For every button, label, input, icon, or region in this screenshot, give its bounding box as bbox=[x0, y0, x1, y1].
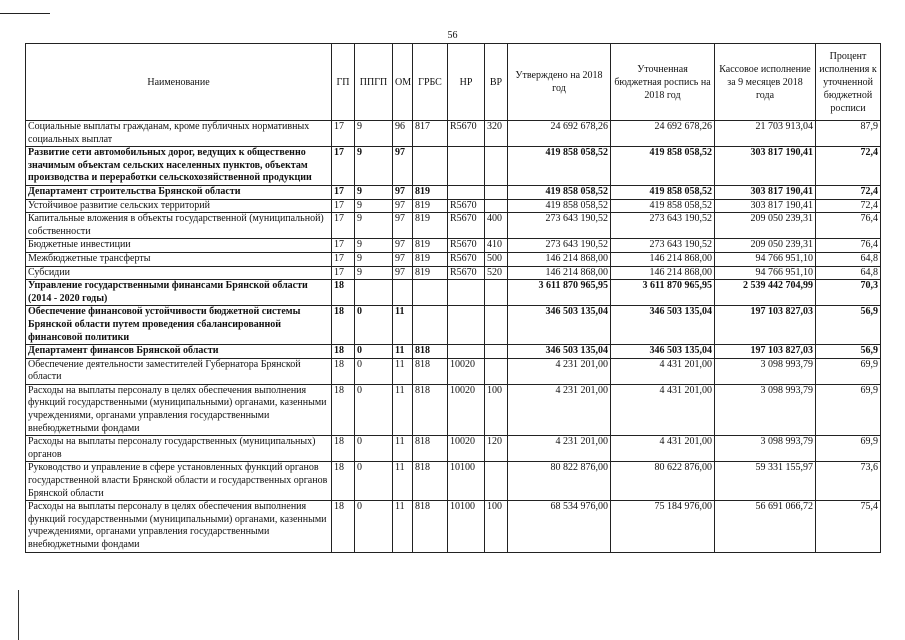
cell-grbs: 819 bbox=[413, 266, 448, 280]
cell-cash: 303 817 190,41 bbox=[715, 185, 816, 199]
cell-approved: 346 503 135,04 bbox=[508, 345, 611, 359]
cell-approved: 146 214 868,00 bbox=[508, 252, 611, 266]
cell-vr bbox=[485, 345, 508, 359]
cell-vr bbox=[485, 306, 508, 345]
cell-vr: 500 bbox=[485, 252, 508, 266]
cell-approved: 273 643 190,52 bbox=[508, 213, 611, 239]
cell-refined: 75 184 976,00 bbox=[611, 501, 715, 552]
cell-percent: 72,4 bbox=[816, 199, 881, 213]
cell-pgp: 0 bbox=[355, 306, 393, 345]
cell-gp: 17 bbox=[332, 239, 355, 253]
cell-pgp bbox=[355, 280, 393, 306]
cell-cash: 2 539 442 704,99 bbox=[715, 280, 816, 306]
table-row bbox=[26, 266, 881, 280]
table-row bbox=[26, 239, 881, 253]
cell-refined: 4 431 201,00 bbox=[611, 384, 715, 435]
cell-om: 11 bbox=[393, 306, 413, 345]
cell-name: Расходы на выплаты персоналу в целях обеспечения выполнения функций государственными (муниципальными) органами, казенными учреждениями, органами управления государственными внебюджетными фондами bbox=[26, 384, 332, 435]
cell-gp: 17 bbox=[332, 266, 355, 280]
cell-vr: 100 bbox=[485, 501, 508, 552]
cell-refined: 3 611 870 965,95 bbox=[611, 280, 715, 306]
cell-approved: 4 231 201,00 bbox=[508, 436, 611, 462]
cell-cash: 209 050 239,31 bbox=[715, 239, 816, 253]
cell-percent: 73,6 bbox=[816, 462, 881, 501]
table-row bbox=[26, 501, 881, 552]
cell-np: 10020 bbox=[448, 384, 485, 435]
cell-gp: 17 bbox=[332, 185, 355, 199]
cell-grbs: 818 bbox=[413, 345, 448, 359]
cell-np: R5670 bbox=[448, 266, 485, 280]
cell-refined: 273 643 190,52 bbox=[611, 239, 715, 253]
cell-np bbox=[448, 185, 485, 199]
cell-percent: 72,4 bbox=[816, 147, 881, 186]
cell-cash: 303 817 190,41 bbox=[715, 147, 816, 186]
cell-approved: 146 214 868,00 bbox=[508, 266, 611, 280]
cell-om: 97 bbox=[393, 147, 413, 186]
header-vr: ВР bbox=[485, 44, 508, 121]
cell-name: Расходы на выплаты персоналу государственных (муниципальных) органов bbox=[26, 436, 332, 462]
cell-gp: 18 bbox=[332, 345, 355, 359]
header-percent: Процент исполнения к уточненной бюджетной росписи bbox=[816, 44, 881, 121]
cell-om: 11 bbox=[393, 345, 413, 359]
cell-grbs bbox=[413, 280, 448, 306]
cell-approved: 4 231 201,00 bbox=[508, 358, 611, 384]
cell-om: 11 bbox=[393, 384, 413, 435]
cell-om: 97 bbox=[393, 213, 413, 239]
header-row bbox=[26, 44, 881, 121]
cell-grbs: 819 bbox=[413, 199, 448, 213]
cell-np bbox=[448, 147, 485, 186]
cell-approved: 273 643 190,52 bbox=[508, 239, 611, 253]
cell-gp: 17 bbox=[332, 213, 355, 239]
cell-refined: 273 643 190,52 bbox=[611, 213, 715, 239]
cell-gp: 17 bbox=[332, 252, 355, 266]
cell-refined: 419 858 058,52 bbox=[611, 185, 715, 199]
cell-gp: 18 bbox=[332, 501, 355, 552]
cell-vr: 320 bbox=[485, 121, 508, 147]
cell-name: Обеспечение финансовой устойчивости бюджетной системы Брянской области путем проведения сбалансированной финансовой политики bbox=[26, 306, 332, 345]
table-body bbox=[26, 121, 881, 553]
cell-approved: 3 611 870 965,95 bbox=[508, 280, 611, 306]
table-row bbox=[26, 436, 881, 462]
table-row bbox=[26, 199, 881, 213]
cell-vr: 410 bbox=[485, 239, 508, 253]
cell-vr: 520 bbox=[485, 266, 508, 280]
cell-name: Бюджетные инвестиции bbox=[26, 239, 332, 253]
cell-cash: 21 703 913,04 bbox=[715, 121, 816, 147]
cell-np bbox=[448, 306, 485, 345]
cell-name: Развитие сети автомобильных дорог, ведущих к общественно значимым объектам сельских населенных пунктов, объектам производства и переработки сельскохозяйственной продукции bbox=[26, 147, 332, 186]
cell-grbs: 818 bbox=[413, 384, 448, 435]
cell-cash: 59 331 155,97 bbox=[715, 462, 816, 501]
cell-om: 97 bbox=[393, 185, 413, 199]
cell-name: Устойчивое развитие сельских территорий bbox=[26, 199, 332, 213]
cell-refined: 146 214 868,00 bbox=[611, 266, 715, 280]
cell-refined: 146 214 868,00 bbox=[611, 252, 715, 266]
cell-refined: 346 503 135,04 bbox=[611, 345, 715, 359]
cell-cash: 3 098 993,79 bbox=[715, 436, 816, 462]
header-refined: Уточненная бюджетная роспись на 2018 год bbox=[611, 44, 715, 121]
cell-percent: 69,9 bbox=[816, 436, 881, 462]
cell-refined: 24 692 678,26 bbox=[611, 121, 715, 147]
cell-np: R5670 bbox=[448, 252, 485, 266]
table-row bbox=[26, 121, 881, 147]
cell-gp: 18 bbox=[332, 358, 355, 384]
cell-percent: 56,9 bbox=[816, 345, 881, 359]
cell-refined: 80 622 876,00 bbox=[611, 462, 715, 501]
cell-grbs: 818 bbox=[413, 501, 448, 552]
cell-percent: 72,4 bbox=[816, 185, 881, 199]
cell-gp: 17 bbox=[332, 199, 355, 213]
cell-name: Управление государственными финансами Брянской области (2014 - 2020 годы) bbox=[26, 280, 332, 306]
page-number: 56 bbox=[447, 30, 458, 41]
cell-pgp: 9 bbox=[355, 185, 393, 199]
cell-grbs: 817 bbox=[413, 121, 448, 147]
cell-approved: 68 534 976,00 bbox=[508, 501, 611, 552]
cell-pgp: 9 bbox=[355, 147, 393, 186]
cell-gp: 17 bbox=[332, 147, 355, 186]
cell-percent: 64,8 bbox=[816, 252, 881, 266]
cell-percent: 64,8 bbox=[816, 266, 881, 280]
cell-grbs bbox=[413, 147, 448, 186]
cell-np: 10020 bbox=[448, 436, 485, 462]
cell-percent: 69,9 bbox=[816, 358, 881, 384]
table-row bbox=[26, 358, 881, 384]
table-row bbox=[26, 306, 881, 345]
cell-np: 10100 bbox=[448, 501, 485, 552]
cell-name: Капитальные вложения в объекты государственной (муниципальной) собственности bbox=[26, 213, 332, 239]
cell-pgp: 0 bbox=[355, 462, 393, 501]
scan-edge-line bbox=[18, 590, 20, 640]
cell-approved: 80 822 876,00 bbox=[508, 462, 611, 501]
cell-pgp: 9 bbox=[355, 199, 393, 213]
cell-gp: 18 bbox=[332, 436, 355, 462]
cell-gp: 18 bbox=[332, 384, 355, 435]
table-row bbox=[26, 384, 881, 435]
table-row bbox=[26, 213, 881, 239]
cell-om: 11 bbox=[393, 358, 413, 384]
cell-np: R5670 bbox=[448, 121, 485, 147]
cell-vr bbox=[485, 358, 508, 384]
header-grbs: ГРБС bbox=[413, 44, 448, 121]
cell-om: 96 bbox=[393, 121, 413, 147]
cell-cash: 303 817 190,41 bbox=[715, 199, 816, 213]
cell-grbs: 818 bbox=[413, 462, 448, 501]
cell-om bbox=[393, 280, 413, 306]
cell-percent: 76,4 bbox=[816, 239, 881, 253]
cell-pgp: 0 bbox=[355, 501, 393, 552]
cell-cash: 209 050 239,31 bbox=[715, 213, 816, 239]
cell-om: 97 bbox=[393, 266, 413, 280]
cell-gp: 18 bbox=[332, 280, 355, 306]
cell-np: R5670 bbox=[448, 199, 485, 213]
cell-percent: 70,3 bbox=[816, 280, 881, 306]
cell-percent: 69,9 bbox=[816, 384, 881, 435]
cell-percent: 56,9 bbox=[816, 306, 881, 345]
budget-table bbox=[25, 43, 881, 553]
cell-cash: 3 098 993,79 bbox=[715, 358, 816, 384]
table-row bbox=[26, 345, 881, 359]
cell-name: Межбюджетные трансферты bbox=[26, 252, 332, 266]
header-approved: Утверждено на 2018 год bbox=[508, 44, 611, 121]
cell-grbs bbox=[413, 306, 448, 345]
cell-np: R5670 bbox=[448, 239, 485, 253]
cell-pgp: 0 bbox=[355, 384, 393, 435]
header-om: ОМ bbox=[393, 44, 413, 121]
cell-vr bbox=[485, 199, 508, 213]
cell-refined: 4 431 201,00 bbox=[611, 436, 715, 462]
cell-np bbox=[448, 345, 485, 359]
cell-approved: 346 503 135,04 bbox=[508, 306, 611, 345]
table-row bbox=[26, 185, 881, 199]
cell-gp: 18 bbox=[332, 462, 355, 501]
cell-om: 11 bbox=[393, 436, 413, 462]
cell-cash: 197 103 827,03 bbox=[715, 306, 816, 345]
cell-grbs: 818 bbox=[413, 358, 448, 384]
cell-pgp: 9 bbox=[355, 252, 393, 266]
cell-percent: 76,4 bbox=[816, 213, 881, 239]
cell-om: 97 bbox=[393, 199, 413, 213]
cell-pgp: 9 bbox=[355, 213, 393, 239]
cell-vr bbox=[485, 462, 508, 501]
header-gp: ГП bbox=[332, 44, 355, 121]
cell-grbs: 819 bbox=[413, 239, 448, 253]
cell-name: Социальные выплаты гражданам, кроме публичных нормативных социальных выплат bbox=[26, 121, 332, 147]
header-np: НР bbox=[448, 44, 485, 121]
cell-approved: 419 858 058,52 bbox=[508, 199, 611, 213]
cell-vr bbox=[485, 147, 508, 186]
cell-pgp: 0 bbox=[355, 436, 393, 462]
table-row bbox=[26, 462, 881, 501]
cell-np: R5670 bbox=[448, 213, 485, 239]
cell-vr: 100 bbox=[485, 384, 508, 435]
cell-pgp: 9 bbox=[355, 266, 393, 280]
cell-percent: 75,4 bbox=[816, 501, 881, 552]
cell-cash: 197 103 827,03 bbox=[715, 345, 816, 359]
cell-om: 11 bbox=[393, 501, 413, 552]
cell-refined: 346 503 135,04 bbox=[611, 306, 715, 345]
cell-pgp: 9 bbox=[355, 121, 393, 147]
cell-vr: 120 bbox=[485, 436, 508, 462]
cell-np bbox=[448, 280, 485, 306]
table-row bbox=[26, 147, 881, 186]
cell-om: 11 bbox=[393, 462, 413, 501]
cell-name: Департамент строительства Брянской области bbox=[26, 185, 332, 199]
header-name: Наименование bbox=[26, 44, 332, 121]
cell-approved: 4 231 201,00 bbox=[508, 384, 611, 435]
cell-gp: 17 bbox=[332, 121, 355, 147]
cell-percent: 87,9 bbox=[816, 121, 881, 147]
cell-name: Субсидии bbox=[26, 266, 332, 280]
cell-name: Расходы на выплаты персоналу в целях обеспечения выполнения функций государственными (муниципальными) органами, казенными учреждениями, органами управления государственными внебюджетными фондами bbox=[26, 501, 332, 552]
cell-gp: 18 bbox=[332, 306, 355, 345]
cell-pgp: 0 bbox=[355, 358, 393, 384]
cell-np: 10020 bbox=[448, 358, 485, 384]
cell-grbs: 819 bbox=[413, 213, 448, 239]
cell-cash: 56 691 066,72 bbox=[715, 501, 816, 552]
cell-vr bbox=[485, 280, 508, 306]
cell-pgp: 0 bbox=[355, 345, 393, 359]
cell-grbs: 818 bbox=[413, 436, 448, 462]
cell-vr bbox=[485, 185, 508, 199]
cell-grbs: 819 bbox=[413, 252, 448, 266]
cell-np: 10100 bbox=[448, 462, 485, 501]
table-row bbox=[26, 252, 881, 266]
cell-name: Обеспечение деятельности заместителей Губернатора Брянской области bbox=[26, 358, 332, 384]
cell-grbs: 819 bbox=[413, 185, 448, 199]
cell-vr: 400 bbox=[485, 213, 508, 239]
cell-refined: 419 858 058,52 bbox=[611, 147, 715, 186]
top-rule bbox=[0, 13, 50, 14]
cell-cash: 94 766 951,10 bbox=[715, 266, 816, 280]
cell-om: 97 bbox=[393, 239, 413, 253]
cell-refined: 4 431 201,00 bbox=[611, 358, 715, 384]
header-cash: Кассовое исполнение за 9 месяцев 2018 года bbox=[715, 44, 816, 121]
cell-pgp: 9 bbox=[355, 239, 393, 253]
cell-approved: 419 858 058,52 bbox=[508, 147, 611, 186]
cell-cash: 94 766 951,10 bbox=[715, 252, 816, 266]
cell-name: Департамент финансов Брянской области bbox=[26, 345, 332, 359]
cell-approved: 24 692 678,26 bbox=[508, 121, 611, 147]
cell-cash: 3 098 993,79 bbox=[715, 384, 816, 435]
cell-refined: 419 858 058,52 bbox=[611, 199, 715, 213]
table-row bbox=[26, 280, 881, 306]
cell-name: Руководство и управление в сфере установленных функций органов государственной власти Брянской области и государственных органов Брянской области bbox=[26, 462, 332, 501]
header-pgp: ППГП bbox=[355, 44, 393, 121]
cell-om: 97 bbox=[393, 252, 413, 266]
cell-approved: 419 858 058,52 bbox=[508, 185, 611, 199]
